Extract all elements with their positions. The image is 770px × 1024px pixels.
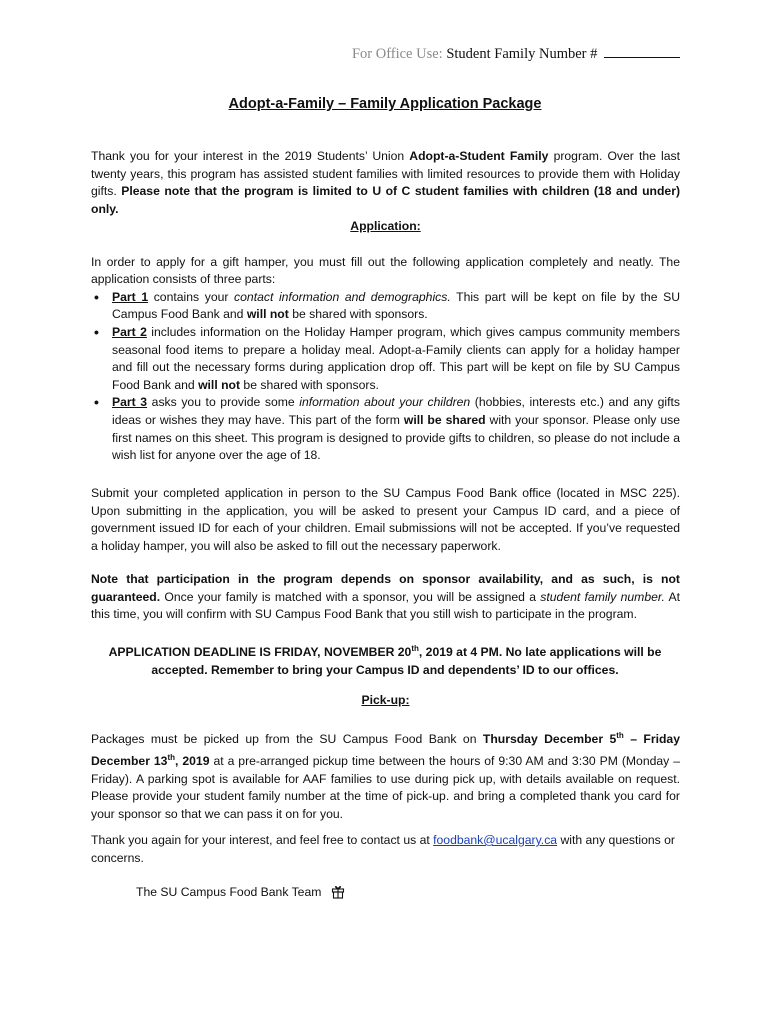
signature-text: The SU Campus Food Bank Team bbox=[136, 885, 322, 899]
student-family-number-blank bbox=[604, 45, 680, 58]
application-intro: In order to apply for a gift hamper, you must fill out the following application completely and neatly. The application consists of three parts: bbox=[91, 254, 680, 287]
office-use-field bbox=[352, 45, 680, 63]
intro-paragraph: Thank you for your interest in the 2019 Students’ Union Adopt-a-Student Family program. Over the last twenty years, this program has assisted student families with limited resources to provide them with Holiday gifts. Please note that the program is limited to U of C student families with children (18 and under) only. bbox=[91, 149, 681, 216]
closing-paragraph: Thank you again for your interest, and feel free to contact us at foodbank@ucalgary.ca with any questions or concerns. bbox=[91, 833, 675, 865]
office-use-label: For Office Use: bbox=[351, 46, 443, 62]
pickup-heading: Pick-up: bbox=[361, 693, 410, 707]
parts-list bbox=[91, 289, 680, 465]
page-title: Adopt-a-Family – Family Application Package bbox=[228, 96, 542, 112]
application-heading: Application: bbox=[350, 219, 421, 234]
note-section bbox=[91, 571, 680, 624]
note-paragraph: Note that participation in the program depends on sponsor availability, and as such, is not guaranteed. Once your family is matched with a sponsor, you will be assigned a student family number. At this time, you will confirm with SU Campus Food Bank that you still wish to participate in the program. bbox=[91, 572, 681, 622]
intro-section bbox=[91, 148, 680, 465]
deadline-paragraph: APPLICATION DEADLINE IS FRIDAY, NOVEMBER 20th, 2019 at 4 PM. No late applications will be accepted. Remember to bring your Campus ID and dependents’ ID to our offices. bbox=[108, 644, 662, 677]
pickup-section bbox=[91, 692, 680, 823]
student-family-number-label: Student Family Number # bbox=[446, 46, 598, 62]
pickup-paragraph: Packages must be picked up from the SU Campus Food Bank on Thursday December 5th – Friday December 13th, 2019 at a pre-arranged pickup time between the hours of 9:30 AM and 3:30 PM (Monday – Friday). A parking spot is available for AAF families to use during pick up, with details available on request. Please provide your student family number at the time of pick-up. and bring a completed thank you card for your sponsor so that we can pass it on for you. bbox=[91, 731, 680, 821]
list-item: • Part 1 contains your contact information and demographics. This part will be kept on file by the SU Campus Food Bank and will not be shared with sponsors. bbox=[91, 289, 680, 324]
submit-paragraph: Submit your completed application in person to the SU Campus Food Bank office (located in MSC 225). Upon submitting in the application, you will be asked to present your Campus ID card, and a piece of government issued ID for each of your children. Email submissions will not be accepted. If you’ve requested a holiday hamper, you will also be asked to fill out the necessary paperwork. bbox=[91, 486, 680, 553]
list-item: • Part 2 includes information on the Holiday Hamper program, which gives campus community members seasonal food items to prepare a holiday meal. Adopt-a-Family clients can apply for a holiday hamper and fill out the necessary forms during application drop off. This part will be kept on file by SU Campus Food Bank and will not be shared with sponsors. bbox=[91, 324, 680, 394]
email-link[interactable]: foodbank@ucalgary.ca bbox=[433, 833, 558, 847]
submit-section bbox=[91, 485, 680, 555]
list-item: • Part 3 asks you to provide some information about your children (hobbies, interests etc.) and any gifts ideas or wishes they may have. This part of the form will be shared with your sponsor. Please only use first names on this sheet. This program is designed to provide gifts to children, so please do not include a wish list for anyone over the age of 18. bbox=[91, 394, 680, 464]
gift-icon bbox=[331, 884, 345, 902]
closing-section bbox=[91, 832, 680, 867]
signature bbox=[136, 884, 345, 902]
deadline-section bbox=[100, 640, 670, 679]
